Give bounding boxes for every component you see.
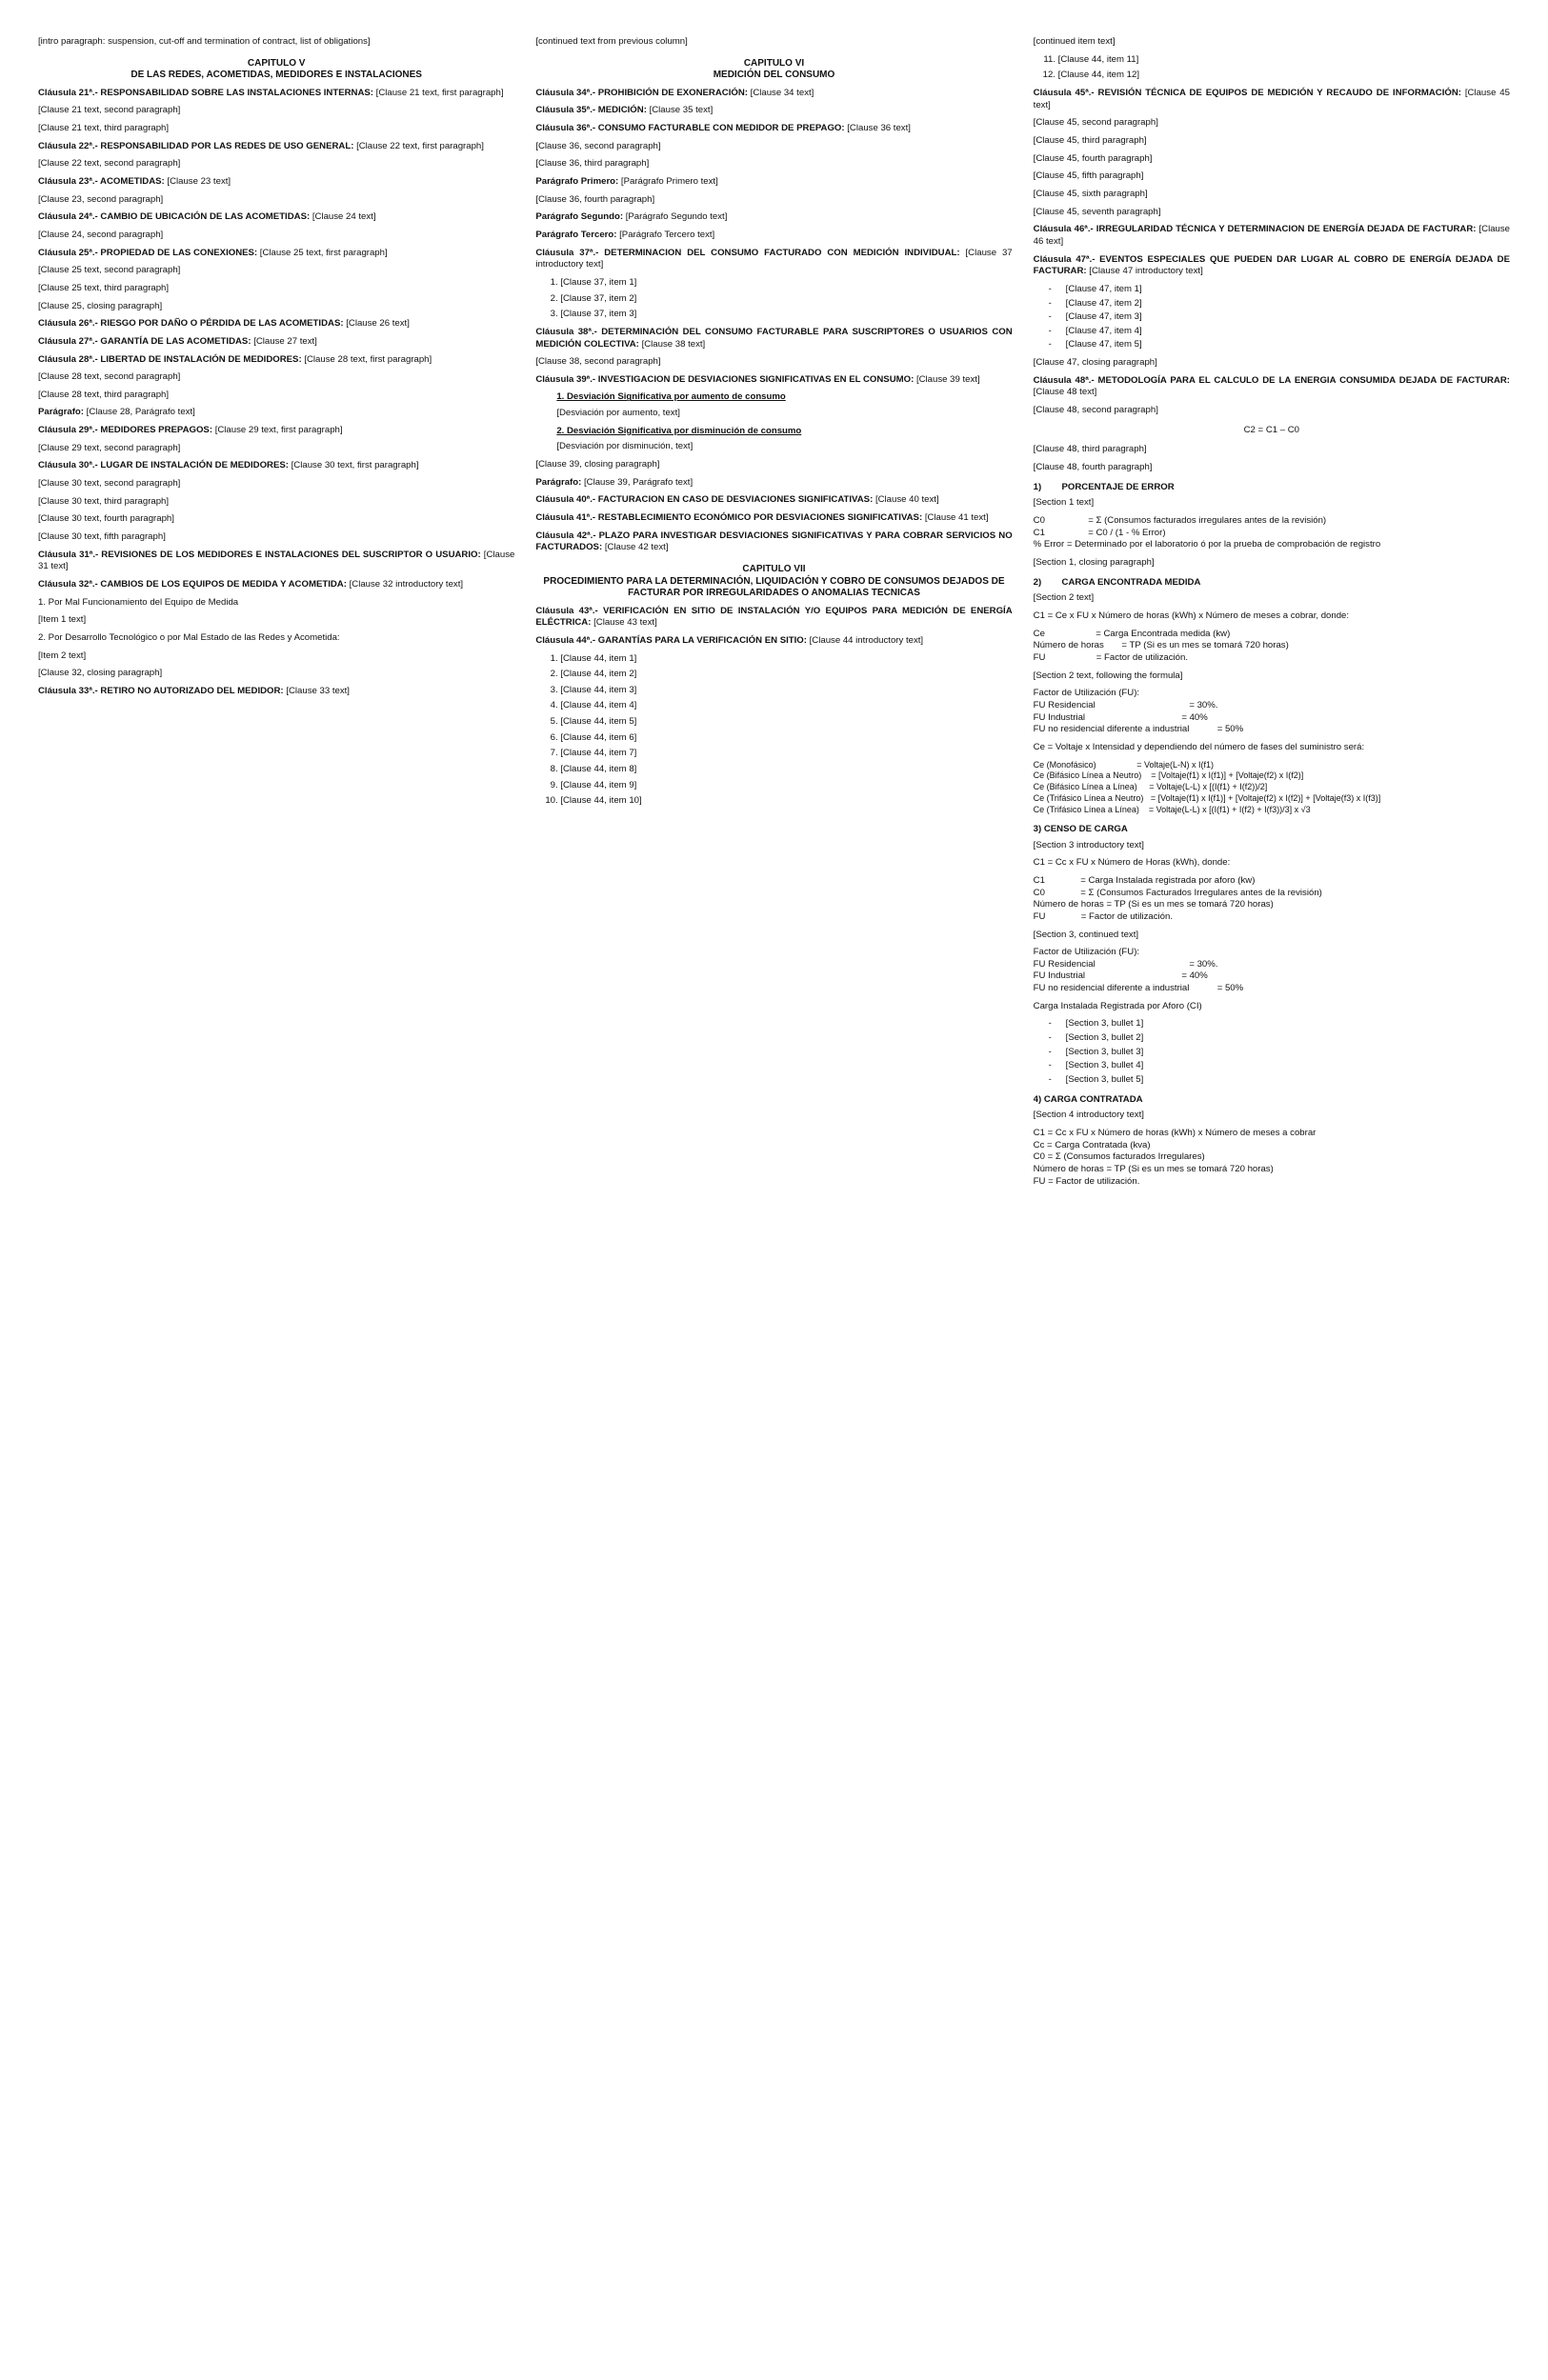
main-formula: C2 = C1 – C0 (1243, 424, 1300, 435)
list-item: 8. [Clause 44, item 8] (560, 764, 1012, 776)
clause-32-item-text: [Item 1 text] (38, 614, 87, 626)
formula-line: FU = Factor de utilización. (1033, 910, 1174, 922)
clause-30-paragraph: [Clause 30 text, fifth paragraph] (38, 531, 166, 543)
section-3-formula: C1 = Cc x FU x Número de Horas (kWh), donde: (1033, 857, 1231, 869)
list-item: - [Section 3, bullet 1] (1066, 1018, 1510, 1030)
clause-38: Cláusula 38ª.- DETERMINACIÓN DEL CONSUMO FACTURABLE PARA SUSCRIPTORES O USUARIOS CON MEDICIÓN COLECTIVA: [Clause 38 text] (535, 326, 1013, 350)
clause-37-list (535, 277, 1012, 321)
clause-45-paragraph: [Clause 45, second paragraph] (1033, 117, 1158, 129)
formula-line: Factor de Utilización (FU): (1033, 688, 1140, 699)
clause-31: Cláusula 31ª.- REVISIONES DE LOS MEDIDORES E INSTALACIONES DEL SUSCRIPTOR O USUARIO: [Clause 31 text] (38, 549, 515, 572)
formula-line: C1 = Carga Instalada registrada por aforo (kw) (1033, 874, 1256, 886)
section-2-text: [Section 2 text] (1033, 592, 1095, 604)
formula-line: Ce = Carga Encontrada medida (kw) (1033, 628, 1231, 639)
clause-45-paragraph: [Clause 45, fourth paragraph] (1033, 152, 1153, 164)
section-3-text: [Section 3 introductory text] (1033, 839, 1144, 850)
clause-39: Cláusula 39ª.- INVESTIGACION DE DESVIACIONES SIGNIFICATIVAS EN EL CONSUMO: [Clause 39 text] (535, 373, 980, 385)
paragrafo-segundo: Parágrafo Segundo: [Parágrafo Segundo text] (535, 211, 728, 223)
list-item: - [Clause 47, item 3] (1066, 311, 1510, 324)
clause-26: Cláusula 26ª.- RIESGO POR DAÑO O PÉRDIDA DE LAS ACOMETIDAS: [Clause 26 text] (38, 318, 410, 330)
clause-36-paragraph: [Clause 36, third paragraph] (535, 158, 650, 170)
deviation-decrease-heading: 2. Desviación Significativa por disminución de consumo (556, 425, 802, 436)
section-3-formula-lines (1034, 875, 1510, 924)
list-item: 7. [Clause 44, item 7] (560, 748, 1012, 760)
clause-25-paragraph: [Clause 25, closing paragraph] (38, 300, 163, 311)
clause-45-paragraph: [Clause 45, sixth paragraph] (1033, 188, 1148, 199)
clause-28-paragraph: [Clause 28 text, second paragraph] (38, 371, 181, 383)
clause-29-paragraph: [Clause 29 text, second paragraph] (38, 442, 181, 453)
paragrafo-tercero: Parágrafo Tercero: [Parágrafo Tercero text] (535, 229, 715, 240)
section-1-paragraph: [Section 1, closing paragraph] (1033, 557, 1155, 568)
clause-34: Cláusula 34ª.- PROHIBICIÓN DE EXONERACIÓN: [Clause 34 text] (535, 87, 814, 98)
formula-line: C0 = Σ (Consumos Facturados Irregulares antes de la revisión) (1033, 887, 1322, 898)
list-item: - [Clause 47, item 2] (1066, 298, 1510, 310)
formula-line: FU Residencial = 30%. (1033, 699, 1218, 710)
clause-25-paragraph: [Clause 25 text, second paragraph] (38, 265, 181, 276)
clause-39-paragraph: [Clause 39, closing paragraph] (535, 459, 660, 470)
clause-47: Cláusula 47ª.- EVENTOS ESPECIALES QUE PUEDEN DAR LUGAR AL COBRO DE ENERGÍA DEJADA DE FACTURAR: [Clause 47 introductory text] (1033, 253, 1510, 277)
section-2-paragraph: [Section 2 text, following the formula] (1033, 670, 1183, 681)
clause-30-paragraph: [Clause 30 text, second paragraph] (38, 478, 181, 490)
section-3-paragraph: [Section 3, continued text] (1033, 929, 1139, 940)
clause-28-paragraph: [Clause 28 text, third paragraph] (38, 389, 170, 400)
clause-33: Cláusula 33ª.- RETIRO NO AUTORIZADO DEL MEDIDOR: [Clause 33 text] (38, 685, 350, 696)
clause-48-paragraph: [Clause 48, second paragraph] (1033, 405, 1158, 416)
list-item: 9. [Clause 44, item 9] (560, 780, 1012, 792)
section-2-formula: C1 = Ce x FU x Número de horas (kWh) x Número de meses a cobrar, donde: (1033, 610, 1350, 621)
formula-line: C1 = C0 / (1 - % Error) (1033, 527, 1166, 538)
clause-46: Cláusula 46ª.- IRREGULARIDAD TÉCNICA Y DETERMINACION DE ENERGÍA DEJADA DE FACTURAR: [Clause 46 text] (1033, 224, 1510, 247)
clause-23: Cláusula 23ª.- ACOMETIDAS: [Clause 23 text] (38, 175, 231, 187)
clause-35: Cláusula 35ª.- MEDICIÓN: [Clause 35 text] (535, 105, 714, 116)
clause-36-paragraph: [Clause 36, fourth paragraph] (535, 193, 655, 205)
section-4-text: [Section 4 introductory text] (1033, 1110, 1144, 1121)
clause-32-item-text: [Item 2 text] (38, 650, 87, 661)
clause-32-item: 1. Por Mal Funcionamiento del Equipo de Medida (38, 596, 239, 608)
utilization-factor-lines (1034, 688, 1510, 736)
section-1-heading: 1) PORCENTAJE DE ERROR (1033, 481, 1175, 492)
clause-45-paragraph: [Clause 45, third paragraph] (1033, 134, 1147, 146)
clause-44-list-continued (1034, 54, 1510, 82)
deviation-decrease-text: [Desviación por disminución, text] (556, 441, 694, 452)
list-item: 12. [Clause 44, item 12] (1058, 70, 1510, 82)
section-4-heading: 4) CARGA CONTRATADA (1033, 1093, 1143, 1105)
intro-paragraph: [continued item text] (1033, 36, 1116, 47)
clause-45-paragraph: [Clause 45, fifth paragraph] (1033, 170, 1144, 182)
section-1-formula-lines (1034, 515, 1510, 551)
column-left (38, 36, 514, 2351)
formula-line: C0 = Σ (Consumos facturados irregulares antes de la revisión) (1033, 515, 1327, 527)
formula-line: Número de horas = TP (Si es un mes se tomará 720 horas) (1033, 1164, 1274, 1174)
list-item: 4. [Clause 44, item 4] (560, 700, 1012, 712)
clause-45: Cláusula 45ª.- REVISIÓN TÉCNICA DE EQUIPOS DE MEDICIÓN Y RECAUDO DE INFORMACIÓN: [Clause 45 text] (1033, 87, 1510, 110)
formula-line: % Error = Determinado por el laboratorio ó por la prueba de comprobación de registro (1033, 539, 1381, 550)
formula-line: Cc = Carga Contratada (kva) (1033, 1139, 1151, 1150)
list-item: 11. [Clause 44, item 11] (1058, 54, 1510, 67)
three-column-layout (38, 36, 1510, 2351)
list-item: 1. [Clause 37, item 1] (560, 277, 1012, 290)
clause-21-paragraph: [Clause 21 text, third paragraph] (38, 122, 170, 133)
list-item: - [Section 3, bullet 4] (1066, 1060, 1510, 1072)
clause-23-paragraph: [Clause 23, second paragraph] (38, 193, 164, 205)
ce-formula: Ce = Voltaje x Intensidad y dependiendo del número de fases del suministro será: (1033, 741, 1365, 752)
clause-32-item: 2. Por Desarrollo Tecnológico o por Mal Estado de las Redes y Acometida: (38, 632, 340, 643)
list-item: 3. [Clause 44, item 3] (560, 685, 1012, 697)
paragrafo-primero: Parágrafo Primero: [Parágrafo Primero text] (535, 175, 718, 187)
formula-line: FU = Factor de utilización. (1033, 651, 1189, 663)
clause-28: Cláusula 28ª.- LIBERTAD DE INSTALACIÓN DE MEDIDORES: [Clause 28 text, first paragraph] (38, 353, 432, 365)
clause-27: Cláusula 27ª.- GARANTÍA DE LAS ACOMETIDAS: [Clause 27 text] (38, 335, 317, 347)
clause-29: Cláusula 29ª.- MEDIDORES PREPAGOS: [Clause 29 text, first paragraph] (38, 425, 343, 436)
clause-25-paragraph: [Clause 25 text, third paragraph] (38, 282, 170, 293)
list-item: - [Section 3, bullet 5] (1066, 1074, 1510, 1087)
list-item: 6. [Clause 44, item 6] (560, 732, 1012, 745)
section-4-formula-lines (1034, 1128, 1510, 1188)
clause-44-list (535, 653, 1012, 809)
clause-28-paragrafo: Parágrafo: [Clause 28, Parágrafo text] (38, 407, 195, 418)
clause-45-paragraph: [Clause 45, seventh paragraph] (1033, 206, 1161, 217)
ce-formula-lines (1034, 760, 1510, 816)
formula-line: C0 = Σ (Consumos facturados Irregulares) (1033, 1151, 1205, 1163)
section-3-heading: 3) CENSO DE CARGA (1033, 823, 1128, 834)
deviation-increase-heading: 1. Desviación Significativa por aumento de consumo (556, 391, 786, 403)
clause-38-paragraph: [Clause 38, second paragraph] (535, 356, 661, 368)
list-item: - [Clause 47, item 1] (1066, 284, 1510, 296)
clause-48-paragraph: [Clause 48, fourth paragraph] (1033, 462, 1153, 473)
section-3-bullets (1034, 1018, 1510, 1086)
formula-line: Ce (Bifásico Línea a Neutro) = [Voltaje(f1) x I(f1)] + [Voltaje(f2) x I(f2)] (1033, 770, 1304, 781)
formula-line: Ce (Monofásico) = Voltaje(L-N) x I(f1) (1033, 759, 1214, 770)
clause-47-paragraph: [Clause 47, closing paragraph] (1033, 357, 1157, 369)
list-item: 1. [Clause 44, item 1] (560, 653, 1012, 666)
clause-21: Cláusula 21ª.- RESPONSABILIDAD SOBRE LAS INSTALACIONES INTERNAS: [Clause 21 text, first paragraph] (38, 87, 504, 98)
formula-line: FU Industrial = 40% (1033, 711, 1208, 723)
formula-line: Ce (Bifásico Línea a Línea) = Voltaje(L-L) x [(I(f1) + I(f2))/2] (1033, 782, 1268, 792)
section-3-label: Carga Instalada Registrada por Aforo (CI) (1033, 1000, 1202, 1011)
clause-36-paragraph: [Clause 36, second paragraph] (535, 140, 661, 151)
formula-line: FU no residencial diferente a industrial = 50% (1033, 724, 1244, 735)
clause-21-paragraph: [Clause 21 text, second paragraph] (38, 105, 181, 116)
clause-37: Cláusula 37ª.- DETERMINACION DEL CONSUMO FACTURADO CON MEDICIÓN INDIVIDUAL: [Clause 37 introductory text] (535, 247, 1013, 270)
clause-22: Cláusula 22ª.- RESPONSABILIDAD POR LAS REDES DE USO GENERAL: [Clause 22 text, first paragraph] (38, 140, 484, 151)
chapter-heading: CAPITULO V DE LAS REDES, ACOMETIDAS, MEDIDORES E INSTALACIONES (131, 57, 422, 81)
clause-25: Cláusula 25ª.- PROPIEDAD DE LAS CONEXIONES: [Clause 25 text, first paragraph] (38, 247, 388, 258)
clause-40: Cláusula 40ª.- FACTURACION EN CASO DE DESVIACIONES SIGNIFICATIVAS: [Clause 40 text] (535, 494, 939, 506)
clause-24-paragraph: [Clause 24, second paragraph] (38, 229, 164, 240)
section-2-formula-lines (1034, 629, 1510, 665)
list-item: 2. [Clause 37, item 2] (560, 293, 1012, 306)
clause-36: Cláusula 36ª.- CONSUMO FACTURABLE CON MEDIDOR DE PREPAGO: [Clause 36 text] (535, 122, 911, 133)
clause-47-list (1034, 284, 1510, 351)
clause-48: Cláusula 48ª.- METODOLOGÍA PARA EL CALCULO DE LA ENERGIA CONSUMIDA DEJADA DE FACTURAR: [Clause 48 text] (1033, 374, 1510, 398)
utilization-factor-lines (1034, 947, 1510, 995)
formula-line: Factor de Utilización (FU): (1033, 947, 1140, 958)
formula-line: FU = Factor de utilización. (1033, 1175, 1140, 1187)
list-item: - [Section 3, bullet 3] (1066, 1047, 1510, 1059)
clause-32-paragraph: [Clause 32, closing paragraph] (38, 668, 163, 679)
formula-line: Ce (Trifásico Línea a Línea) = Voltaje(L-L) x [(I(f1) + I(f2) + I(f3))/3] x √3 (1033, 805, 1311, 815)
clause-22-paragraph: [Clause 22 text, second paragraph] (38, 158, 181, 170)
formula-line: Número de horas = TP (Si es un mes se tomará 720 horas) (1033, 640, 1289, 651)
list-item: 5. [Clause 44, item 5] (560, 716, 1012, 729)
list-item: 2. [Clause 44, item 2] (560, 669, 1012, 681)
column-right (1034, 36, 1510, 2351)
clause-43: Cláusula 43ª.- VERIFICACIÓN EN SITIO DE INSTALACIÓN Y/O EQUIPOS PARA MEDICIÓN DE ENERGÍA ELÉCTRICA: [Clause 43 text] (535, 605, 1013, 629)
clause-24: Cláusula 24ª.- CAMBIO DE UBICACIÓN DE LAS ACOMETIDAS: [Clause 24 text] (38, 211, 376, 223)
formula-line: Ce (Trifásico Línea a Neutro) = [Voltaje(f1) x I(f1)] + [Voltaje(f2) x I(f2)] + [Voltaje(f3) x I(f3)] (1033, 793, 1381, 804)
chapter-heading: CAPITULO VII PROCEDIMIENTO PARA LA DETERMINACIÓN, LIQUIDACIÓN Y COBRO DE CONSUMOS DEJADOS DE FACTURAR POR IRREGULARIDADES O ANOMALIAS TECNICAS (543, 564, 1005, 599)
column-middle (535, 36, 1012, 2351)
section-2-heading: 2) CARGA ENCONTRADA MEDIDA (1033, 576, 1201, 588)
formula-line: FU Residencial = 30%. (1033, 958, 1218, 970)
formula-line: FU no residencial diferente a industrial = 50% (1033, 983, 1244, 994)
formula-line: C1 = Cc x FU x Número de horas (kWh) x Número de meses a cobrar (1033, 1128, 1317, 1139)
list-item: 3. [Clause 37, item 3] (560, 309, 1012, 321)
clause-32: Cláusula 32ª.- CAMBIOS DE LOS EQUIPOS DE MEDIDA Y ACOMETIDA: [Clause 32 introductory text] (38, 579, 464, 590)
list-item: - [Section 3, bullet 2] (1066, 1032, 1510, 1045)
intro-paragraph: [intro paragraph: suspension, cut-off and termination of contract, list of obligations] (38, 36, 371, 47)
clause-42: Cláusula 42ª.- PLAZO PARA INVESTIGAR DESVIACIONES SIGNIFICATIVAS Y PARA COBRAR SERVICIOS NO FACTURADOS: [Clause 42 text] (535, 530, 1013, 553)
clause-39-paragrafo: Parágrafo: [Clause 39, Parágrafo text] (535, 476, 694, 488)
clause-41: Cláusula 41ª.- RESTABLECIMIENTO ECONÓMICO POR DESVIACIONES SIGNIFICATIVAS: [Clause 41 text] (535, 512, 989, 524)
formula-line: FU Industrial = 40% (1033, 970, 1208, 982)
intro-paragraph: [continued text from previous column] (535, 36, 688, 47)
list-item: 10. [Clause 44, item 10] (560, 795, 1012, 808)
deviation-increase-text: [Desviación por aumento, text] (556, 408, 680, 419)
list-item: - [Clause 47, item 4] (1066, 326, 1510, 338)
section-1-text: [Section 1 text] (1033, 497, 1095, 509)
clause-44: Cláusula 44ª.- GARANTÍAS PARA LA VERIFICACIÓN EN SITIO: [Clause 44 introductory text] (535, 634, 924, 646)
formula-line: Número de horas = TP (Si es un mes se tomará 720 horas) (1033, 899, 1274, 910)
chapter-heading: CAPITULO VI MEDICIÓN DEL CONSUMO (713, 57, 835, 81)
clause-30-paragraph: [Clause 30 text, fourth paragraph] (38, 513, 174, 525)
clause-30: Cláusula 30ª.- LUGAR DE INSTALACIÓN DE MEDIDORES: [Clause 30 text, first paragraph] (38, 460, 419, 471)
list-item: - [Clause 47, item 5] (1066, 339, 1510, 351)
clause-30-paragraph: [Clause 30 text, third paragraph] (38, 495, 170, 507)
clause-48-paragraph: [Clause 48, third paragraph] (1033, 444, 1147, 455)
